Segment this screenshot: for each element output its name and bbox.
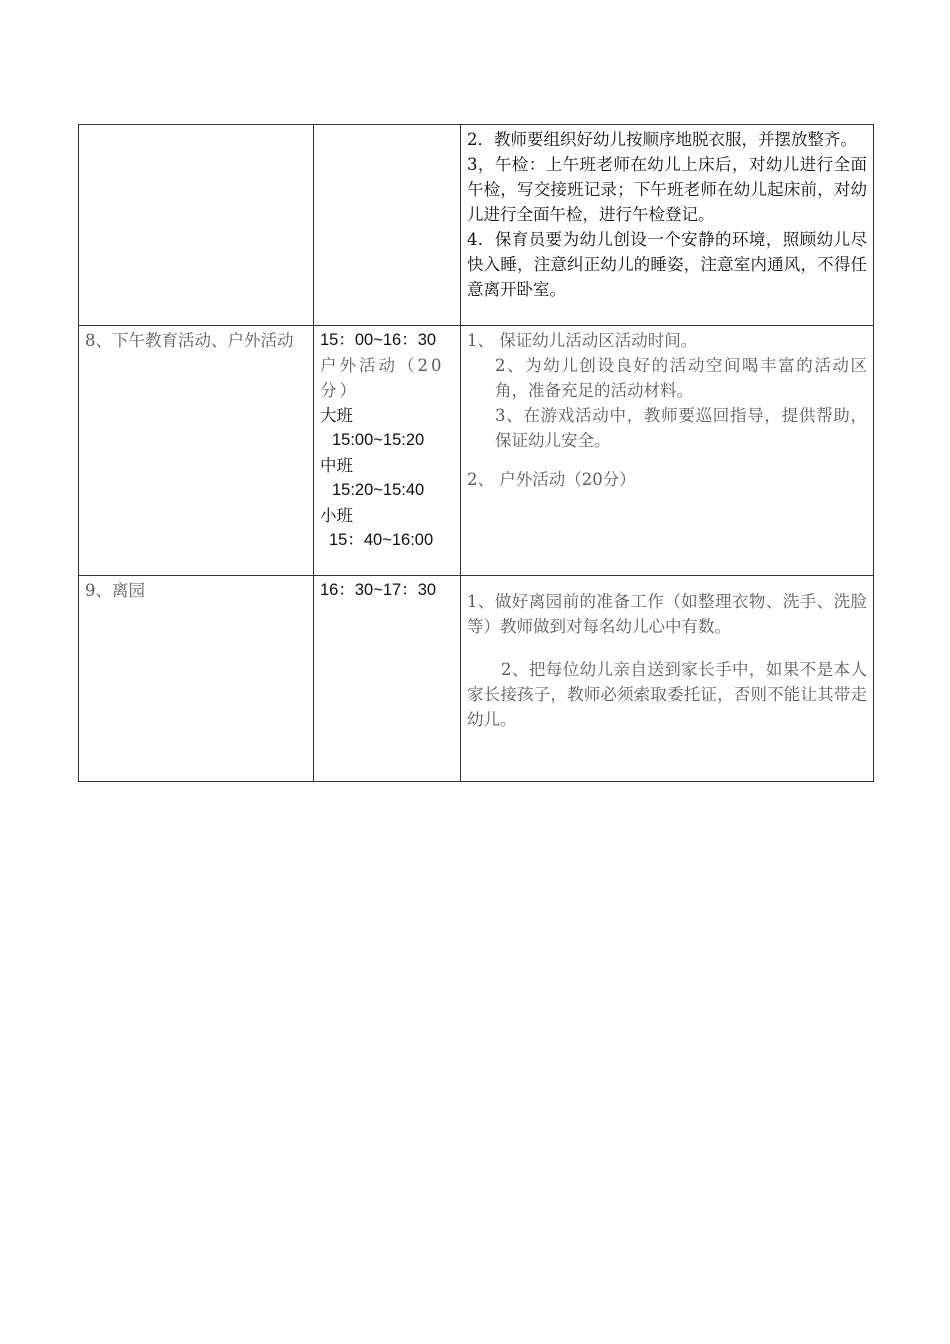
requirement-item: 1、 保证幼儿活动区活动时间。 bbox=[467, 331, 698, 350]
requirement-item: 2、为幼儿创设良好的活动空间喝丰富的活动区角，准备充足的活动材料。 bbox=[495, 356, 867, 400]
schedule-table bbox=[78, 124, 874, 782]
requirements-cell bbox=[461, 576, 874, 782]
requirement-item: 4．保育员要为幼儿创设一个安静的环境，照顾幼儿尽快入睡，注意纠正幼儿的睡姿，注意室内通风，不得任意离开卧室。 bbox=[467, 230, 867, 299]
spacer bbox=[467, 639, 867, 657]
class-time-small: 15：40~16:00 bbox=[329, 531, 434, 549]
time-range: 16：30~17：30 bbox=[320, 581, 437, 599]
time-range: 15：00~16：30 bbox=[320, 331, 437, 349]
requirement-item: 2、把每位幼儿亲自送到家长手中，如果不是本人家长接孩子，教师必须索取委托证，否则不能让其带走幼儿。 bbox=[467, 660, 867, 729]
time-cell bbox=[314, 576, 461, 782]
class-label-mid: 中班 bbox=[320, 456, 353, 475]
class-label-big: 大班 bbox=[320, 406, 353, 425]
table-row-departure bbox=[79, 576, 874, 782]
activity-name-cell bbox=[79, 326, 314, 576]
time-cell bbox=[314, 125, 461, 326]
requirement-item: 2．教师要组织好幼儿按顺序地脱衣服，并摆放整齐。 bbox=[467, 130, 857, 149]
activity-name: 9、离园 bbox=[85, 581, 145, 600]
requirement-item: 3、在游戏活动中，教师要巡回指导，提供帮助，保证幼儿安全。 bbox=[495, 406, 867, 450]
time-cell bbox=[314, 326, 461, 576]
spacer bbox=[467, 453, 867, 467]
requirements-cell bbox=[461, 125, 874, 326]
class-time-mid: 15:20~15:40 bbox=[332, 481, 425, 499]
activity-name-cell bbox=[79, 125, 314, 326]
class-time-big: 15:00~15:20 bbox=[332, 431, 425, 449]
spacer bbox=[467, 578, 867, 589]
table-row-nap-continuation bbox=[79, 125, 874, 326]
activity-name-cell bbox=[79, 576, 314, 782]
table-row-afternoon-activity bbox=[79, 326, 874, 576]
outdoor-duration: 户外活动（20分） bbox=[320, 356, 445, 400]
class-label-small: 小班 bbox=[320, 506, 353, 525]
requirements-cell bbox=[461, 326, 874, 576]
activity-name: 8、下午教育活动、户外活动 bbox=[85, 331, 294, 350]
requirement-item: 3，午检：上午班老师在幼儿上床后，对幼儿进行全面午检，写交接班记录；下午班老师在幼儿起床前，对幼儿进行全面午检，进行午检登记。 bbox=[467, 155, 867, 224]
requirement-item: 1、做好离园前的准备工作（如整理衣物、洗手、洗脸等）教师做到对每名幼儿心中有数。 bbox=[467, 592, 867, 636]
requirement-item: 2、 户外活动（20分） bbox=[467, 470, 636, 489]
